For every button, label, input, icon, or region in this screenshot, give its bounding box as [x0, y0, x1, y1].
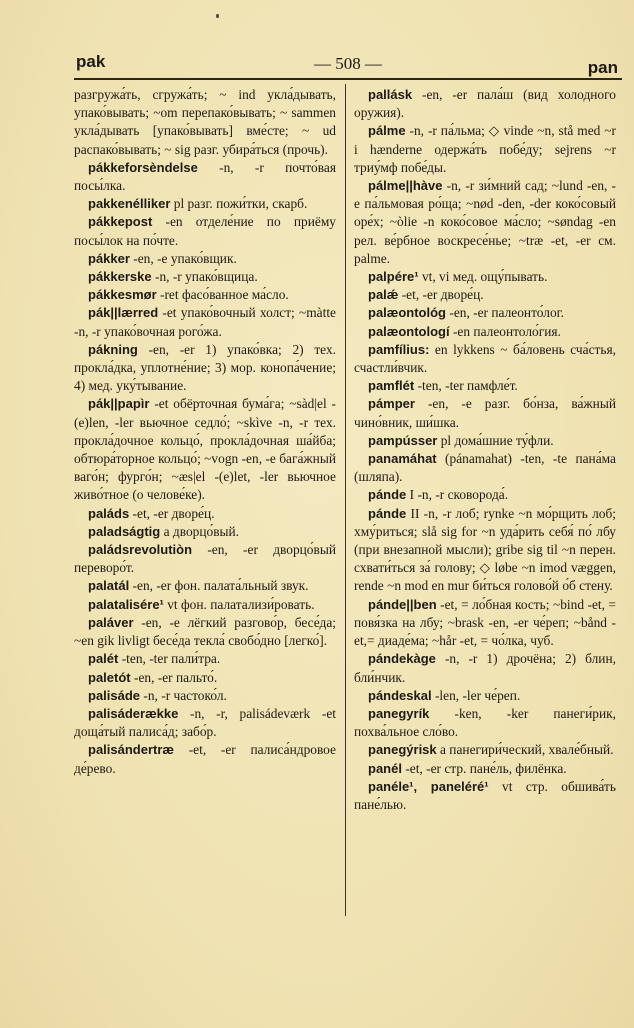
entry-definition: разгружа́ть, сгружа́ть; ~ ind укла́дывать, упако́вывать; ~om перепако́вывать; ~ sammen укла́дывать [упако́вывать] вме́сте; ~ ud распако́вывать; ~ sig разг. убира́ться (прочь).: [74, 87, 336, 157]
entry-headword: pákning: [88, 341, 138, 357]
dictionary-entry: [354, 760, 616, 778]
entry-definition: -en палеонтоло́гия.: [452, 323, 561, 339]
entry-definition: -n, -r почто́вая посы́лка.: [74, 159, 336, 194]
entry-headword: palpére¹: [368, 269, 419, 285]
entry-definition: pl дома́шние ту́фли.: [440, 432, 554, 448]
entry-definition: -n, -r зи́мний сад; ~lund -en, -e па́льмовая ро́ща; ~nød -den, -der коко́совый оре́х; ~òlie -n коко́совое ма́сло; ~søndag -en рел. ве́рбное воскресе́нье; ~træ -et, -er см. palme.: [354, 178, 616, 266]
dictionary-entry: [74, 596, 336, 614]
dictionary-entry: [354, 596, 616, 651]
entry-headword: palisándertræ: [88, 742, 174, 758]
entry-headword: palisáderække: [88, 705, 179, 721]
dictionary-entry: [354, 377, 616, 395]
dictionary-entry: [74, 523, 336, 541]
dictionary-entry: [354, 286, 616, 304]
entry-definition: en lykkens ~ ба́ловень сча́стья, счастли́вчик.: [354, 341, 616, 376]
entry-headword: panegýrisk: [368, 742, 437, 758]
column-divider: [345, 84, 346, 916]
entry-headword: pálme: [368, 123, 406, 139]
entry-headword: palǽ: [368, 287, 399, 303]
entry-definition: -n, -r 1) дрочёна; 2) блин, бли́нчик.: [354, 651, 616, 685]
entry-headword: pánde: [368, 505, 407, 521]
entry-headword: pamfílius:: [368, 341, 430, 357]
dictionary-entry: [74, 268, 336, 286]
dictionary-entry: [74, 505, 336, 523]
dictionary-entry: [354, 268, 616, 286]
entry-headword: paladságtig: [88, 523, 161, 539]
entry-definition: -ten, -ter пали́тра.: [121, 651, 221, 667]
dictionary-entry: [74, 159, 336, 195]
entry-definition: pl разг. пожи́тки, скарб.: [173, 196, 308, 212]
dictionary-entry: [74, 86, 336, 159]
entry-headword: pándekàge: [368, 651, 436, 667]
entry-definition: -en, -er фон. палата́льный звук.: [132, 578, 309, 594]
dictionary-entry: [74, 614, 336, 650]
dictionary-entry: [354, 122, 616, 177]
entry-headword: paládsrevolutiòn: [88, 542, 193, 558]
entry-definition: -n, -r па́льма; ◇ vinde ~n, stå med ~r i hænderne одержа́ть побе́ду; sejrens ~r триу́мф побе́ды.: [354, 123, 616, 175]
dictionary-entry: [74, 195, 336, 213]
entry-definition: vt фон. палатализи́ровать.: [167, 596, 315, 612]
entry-definition: -et, -er дворе́ц.: [132, 505, 215, 521]
entry-definition: -en, -er пальто́.: [133, 669, 218, 685]
entry-definition: -ken, -ker панеги́рик, похва́льное сло́во.: [354, 705, 616, 740]
entry-headword: pámper: [368, 396, 415, 412]
entry-definition: -len, -ler че́реп.: [434, 687, 521, 703]
entry-headword: panegyrík: [368, 705, 430, 721]
dictionary-entry: [354, 432, 616, 450]
left-running-headword: pak: [76, 52, 106, 71]
entry-headword: palatál: [88, 578, 130, 594]
entry-definition: I -n, -r сковорода́.: [409, 487, 509, 503]
entry-headword: palæontologí: [368, 323, 450, 339]
page-header: [74, 52, 622, 80]
entry-definition: -en, -e разг. бо́нза, ва́жный чино́вник, ши́шка.: [354, 396, 616, 430]
entry-headword: pák||papìr: [88, 396, 150, 412]
dictionary-entry: [354, 741, 616, 759]
entry-headword: panéle¹, paneléré¹: [368, 778, 489, 794]
entry-definition: -et, -er палиса́ндровое де́рево.: [74, 742, 336, 776]
entry-headword: pamflét: [368, 378, 415, 394]
dictionary-entry: [74, 286, 336, 304]
entry-definition: -et обёрточная бума́га; ~sàd|el -(e)len, -ler вьючное седло́; ~skìve -n, -r тех. прокла́дочное кольцо́, прокла́дочная ша́йба; обтюра́торное кольцо́; ~vogn -en, -e бага́жный ваго́н; фурго́н; ~æs|el -(e)let, -ler вьючное живо́тное (о челове́ке).: [74, 396, 336, 503]
entry-headword: palét: [88, 651, 119, 667]
entry-headword: paláver: [88, 614, 134, 630]
dictionary-entry: [354, 450, 616, 486]
dictionary-entry: [354, 687, 616, 705]
entry-headword: pakkenélliker: [88, 196, 171, 212]
entry-definition: (pánamahat) -ten, -te пана́ма (шляпа).: [354, 451, 616, 485]
entry-definition: -et, -er стр. пане́ль, филёнка.: [405, 760, 567, 776]
dictionary-entry: [74, 395, 336, 504]
dictionary-entry: [74, 705, 336, 741]
entry-definition: -et, = ло́бная кость; ~bind -et, = повя́зка на лбу; ~brask -en, -er че́реп; ~bånd -et,= диаде́ма; ~hår -et, = чо́лка, чуб.: [354, 596, 616, 649]
entry-definition: II -n, -r лоб; rynke ~n мо́рщить лоб; хму́риться; slå sig for ~n уда́рить себя́ по́ лбу (при внезапной мысли); gribe sig til ~n перен. схвати́ться за́ голову; ◇ løbe ~n imod væggen, rende ~n mod en mur би́ться голово́й о́б стену.: [354, 505, 616, 594]
dictionary-entry: [74, 541, 336, 577]
entry-definition: a дворцо́вый.: [163, 523, 240, 539]
entry-definition: -ret фасо́ванное ма́сло.: [160, 287, 289, 303]
entry-definition: -et упако́вочный холст; ~màtte -n, -r упако́вочная рого́жа.: [74, 305, 336, 339]
entry-definition: -en, -e упако́вщик.: [133, 250, 237, 266]
entry-headword: pánde: [368, 487, 407, 503]
entry-headword: pák||lærred: [88, 305, 159, 321]
right-running-headword: pan: [587, 58, 618, 77]
right-column: [354, 86, 616, 814]
entry-definition: -n, -r упако́вщица.: [154, 269, 258, 285]
entry-definition: -n, -r, palisádeværk -et доща́тый палиса́д; забо́р.: [74, 705, 336, 740]
dictionary-entry: [354, 778, 616, 814]
entry-definition: vt, vi мед. ощу́пывать.: [421, 269, 548, 285]
dictionary-entry: [74, 213, 336, 249]
entry-definition: -en отделе́ние по приёму посы́лок на по́чте.: [74, 214, 336, 248]
dictionary-entry: [74, 741, 336, 777]
dictionary-entry: [74, 341, 336, 396]
entry-headword: palæontológ: [368, 305, 446, 321]
dictionary-entry: [354, 505, 616, 596]
entry-headword: pallásk: [368, 87, 413, 102]
entry-headword: pándeskal: [368, 687, 432, 703]
entry-headword: pákkesmør: [88, 287, 157, 303]
entry-headword: panamáhat: [368, 451, 437, 467]
entry-headword: pákker: [88, 250, 130, 266]
dictionary-entry: [74, 577, 336, 595]
dictionary-entry: [354, 323, 616, 341]
entry-headword: paláds: [88, 505, 130, 521]
entry-headword: paletót: [88, 669, 131, 685]
dictionary-entry: [354, 705, 616, 741]
entry-definition: -en, -er палеонто́лог.: [449, 305, 564, 321]
entry-headword: pákkerske: [88, 269, 152, 285]
dictionary-entry: [74, 250, 336, 268]
entry-headword: pákkepost: [88, 214, 153, 230]
entry-definition: -en, -er 1) упако́вка; 2) тех. прокла́дка, уплотне́ние; 3) мор. конопа́чение; 4) мед. уку́тывание.: [74, 341, 336, 394]
entry-headword: pálme||hàve: [368, 178, 443, 194]
ink-speck: [216, 14, 219, 18]
entry-definition: -en, -er пала́ш (вид холодного оружия).: [354, 87, 616, 121]
entry-headword: palatalisére¹: [88, 596, 164, 612]
dictionary-entry: [74, 650, 336, 668]
dictionary-entry: [354, 395, 616, 431]
entry-headword: panél: [368, 760, 402, 776]
entry-headword: pánde||ben: [368, 596, 437, 612]
page-number: — 508 —: [314, 54, 382, 73]
entry-definition: -en, -er дворцо́вый переворо́т.: [74, 542, 336, 576]
dictionary-entry: [74, 669, 336, 687]
dictionary-entry: [354, 304, 616, 322]
dictionary-entry: [354, 486, 616, 504]
dictionary-entry: [354, 177, 616, 268]
dictionary-entry: [354, 86, 616, 122]
dictionary-entry: [354, 341, 616, 377]
entry-definition: -n, -r частоко́л.: [143, 687, 227, 703]
entry-definition: a панегири́ческий, хвале́бный.: [440, 742, 614, 758]
dictionary-entry: [354, 650, 616, 686]
dictionary-entry: [74, 687, 336, 705]
entry-definition: -en, -e лёгкий разгово́р, бесе́да; ~en gik livligt бесе́да текла́ свобо́дно [легко́].: [74, 614, 336, 649]
entry-definition: vt стр. обшива́ть пане́лью.: [354, 778, 616, 812]
entry-headword: palisáde: [88, 687, 141, 703]
entry-headword: pampússer: [368, 432, 438, 448]
entry-headword: pákkeforsèndelse: [88, 159, 198, 175]
left-column: [74, 86, 336, 778]
entry-definition: -ten, -ter памфле́т.: [417, 378, 518, 394]
dictionary-entry: [74, 304, 336, 340]
entry-definition: -et, -er дворе́ц.: [401, 287, 484, 303]
